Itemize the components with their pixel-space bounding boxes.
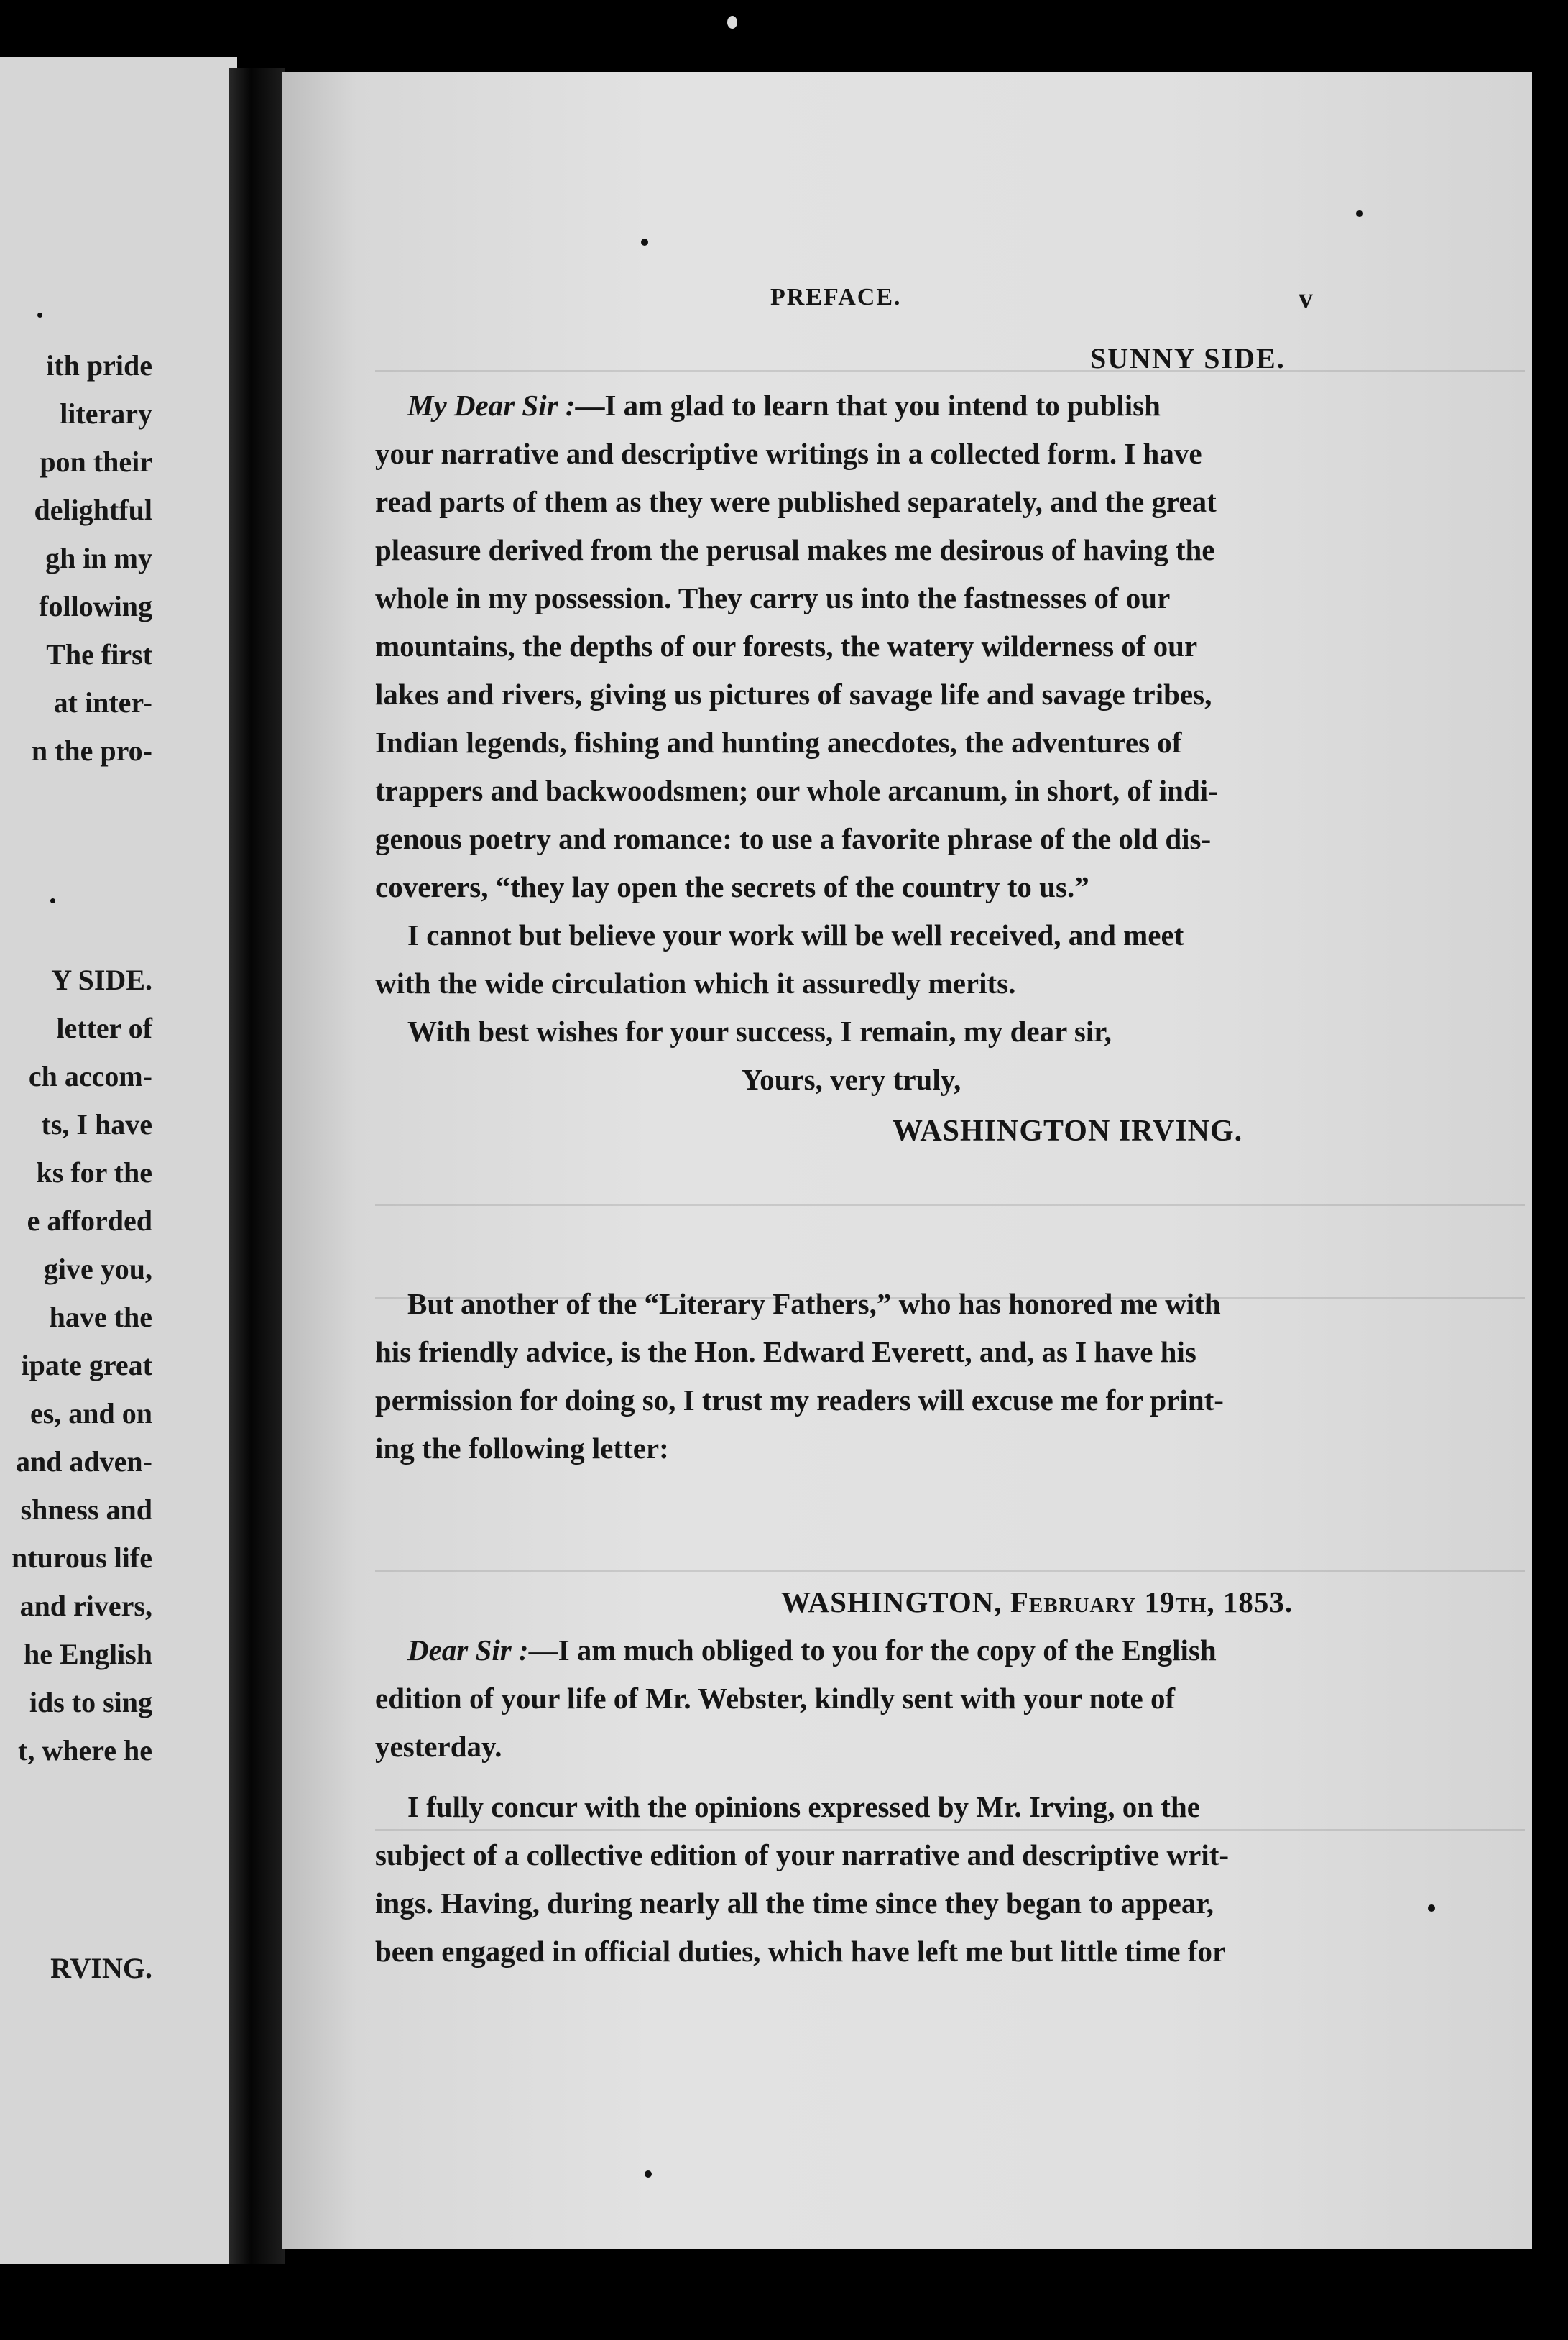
- left-line: ids to sing: [29, 1686, 152, 1718]
- left-line: e afforded: [27, 1204, 152, 1237]
- left-line: and rivers,: [19, 1590, 152, 1622]
- left-line: es, and on: [29, 1397, 152, 1429]
- body-line: his friendly advice, is the Hon. Edward Everett, and, as I have his: [375, 1335, 1196, 1368]
- left-line: ith pride: [46, 349, 152, 382]
- body-line: —I am much obliged to you for the copy of the English: [528, 1634, 1217, 1667]
- body-line: yesterday.: [375, 1730, 502, 1763]
- left-line: pon their: [40, 446, 152, 478]
- body-line: permission for doing so, I trust my readers will excuse me for print-: [375, 1383, 1224, 1417]
- letter-signature: WASHINGTON IRVING.: [893, 1115, 1243, 1148]
- ink-speck: [1428, 1904, 1435, 1912]
- body-line: edition of your life of Mr. Webster, kindly sent with your note of: [375, 1682, 1176, 1715]
- left-line: literary: [60, 397, 152, 430]
- letter-opening-line: [407, 388, 1161, 423]
- left-line: nturous life: [11, 1542, 152, 1574]
- running-title: PREFACE.: [770, 284, 902, 310]
- body-line: With best wishes for your success, I remain, my dear sir,: [407, 1015, 1112, 1048]
- show-through: [375, 370, 1525, 372]
- left-line: letter of: [56, 1012, 152, 1044]
- body-line: read parts of them as they were published separately, and the great: [375, 485, 1217, 518]
- body-line: trappers and backwoodsmen; our whole arcanum, in short, of indi-: [375, 774, 1218, 807]
- body-line: with the wide circulation which it assuredly merits.: [375, 967, 1016, 1000]
- body-line: whole in my possession. They carry us into the fastnesses of our: [375, 581, 1171, 614]
- left-line: Y SIDE.: [51, 964, 152, 996]
- letter-closing: Yours, very truly,: [742, 1063, 961, 1096]
- left-line: delightful: [34, 494, 152, 526]
- body-line: —I am glad to learn that you intend to publish: [575, 389, 1161, 422]
- body-line: been engaged in official duties, which have left me but little time for: [375, 1935, 1226, 1968]
- running-header: [282, 284, 1532, 320]
- letter-opening-line: [407, 1633, 1217, 1667]
- ink-speck: [645, 2170, 652, 2178]
- ink-speck: [50, 898, 55, 903]
- left-line: he English: [24, 1638, 152, 1670]
- left-line: give you,: [43, 1253, 152, 1285]
- left-line: ts, I have: [41, 1108, 152, 1141]
- left-line: ipate great: [21, 1349, 152, 1381]
- body-line: your narrative and descriptive writings in a collected form. I have: [375, 437, 1202, 470]
- body-line: genous poetry and romance: to use a favorite phrase of the old dis-: [375, 822, 1212, 855]
- left-line: at inter-: [53, 686, 152, 719]
- show-through: [375, 1204, 1525, 1206]
- left-line: The first: [46, 638, 152, 671]
- body-line: subject of a collective edition of your narrative and descriptive writ-: [375, 1838, 1230, 1871]
- letter-place: SUNNY SIDE.: [1090, 342, 1286, 374]
- left-line: n the pro-: [31, 734, 152, 767]
- body-line: Indian legends, fishing and hunting anecdotes, the adventures of: [375, 726, 1182, 759]
- left-line: and adven-: [15, 1445, 152, 1478]
- show-through: [375, 1570, 1525, 1572]
- book-gutter: [229, 68, 285, 2264]
- salutation: My Dear Sir :: [407, 389, 576, 422]
- left-line: following: [39, 590, 152, 622]
- letter-place-date: WASHINGTON, February 19th, 1853.: [781, 1585, 1293, 1618]
- ink-speck: [1356, 210, 1363, 217]
- right-page: [282, 72, 1532, 2249]
- body-line: coverers, “they lay open the secrets of the country to us.”: [375, 870, 1089, 903]
- scan-artifact: [727, 16, 737, 29]
- left-line: have the: [49, 1301, 152, 1333]
- left-page-fragment: [0, 57, 237, 2264]
- show-through: [375, 1829, 1525, 1831]
- body-line: But another of the “Literary Fathers,” who has honored me with: [407, 1287, 1221, 1320]
- ink-speck: [37, 313, 42, 318]
- body-line: I cannot but believe your work will be well received, and meet: [407, 918, 1184, 952]
- ink-speck: [641, 239, 648, 246]
- body-line: lakes and rivers, giving us pictures of savage life and savage tribes,: [375, 678, 1212, 711]
- salutation: Dear Sir :: [407, 1634, 529, 1667]
- page-number: v: [1299, 282, 1313, 314]
- body-line: pleasure derived from the perusal makes me desirous of having the: [375, 533, 1215, 566]
- left-line: shness and: [20, 1493, 152, 1526]
- body-line: ing the following letter:: [375, 1432, 669, 1465]
- left-line: ch accom-: [28, 1060, 152, 1092]
- body-line: ings. Having, during nearly all the time since they began to appear,: [375, 1887, 1214, 1920]
- left-line: ks for the: [36, 1156, 152, 1189]
- body-line: I fully concur with the opinions expressed by Mr. Irving, on the: [407, 1790, 1200, 1823]
- left-line: t, where he: [18, 1734, 152, 1766]
- left-line: RVING.: [50, 1952, 152, 1984]
- left-line: gh in my: [45, 542, 152, 574]
- body-line: mountains, the depths of our forests, the watery wilderness of our: [375, 630, 1198, 663]
